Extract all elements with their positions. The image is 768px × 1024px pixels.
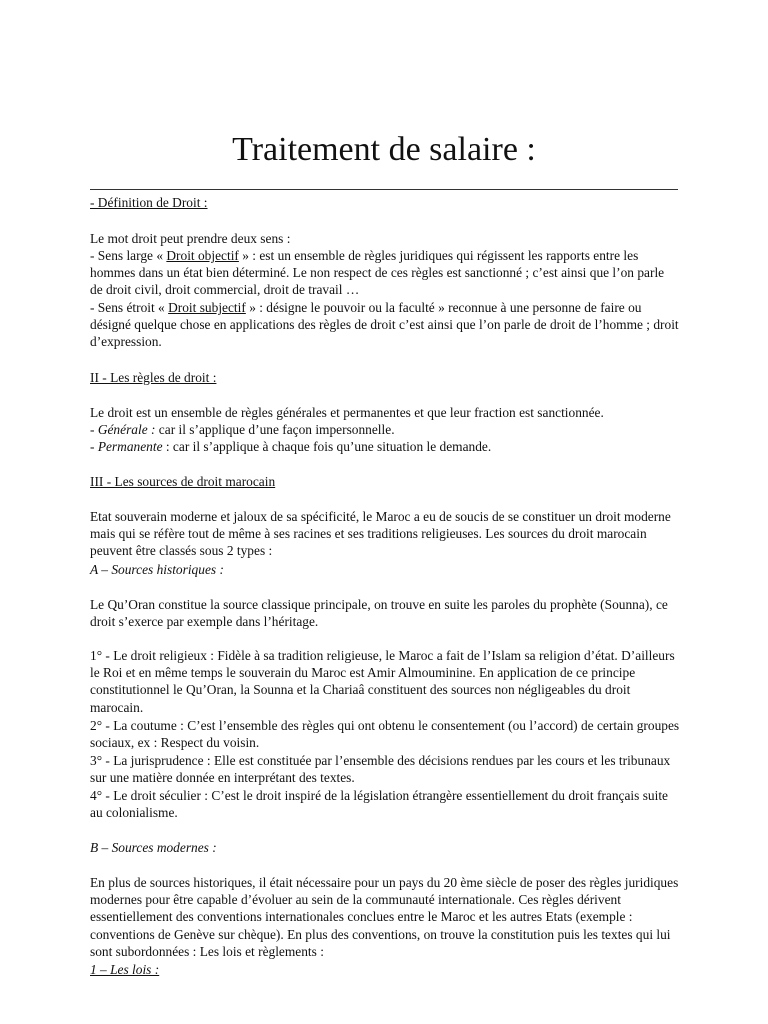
paragraph-coran: Le Qu’Oran constitue la source classique principale, on trouve en suite les paroles du prophète (Sounna), ce droit s’exerce par exemple dans l’héritage.: [90, 597, 668, 630]
source-droit-religieux: 1° - Le droit religieux : Fidèle à sa tradition religieuse, le Maroc a fait de l’Islam sa religion d’état. D’ailleurs le Roi et en même temps le souverain du Maroc est Amir Almouminine. En application de ce principe constitutionnel le Qu’Oran, la Sounna et la Chariaâ constituent des sources non négligeables du droit marocain.: [90, 648, 675, 715]
definition-intro: Le mot droit peut prendre deux sens :: [90, 231, 291, 246]
source-droit-seculier: 4° - Le droit séculier : C’est le droit inspiré de la législation étrangère essentiellement du droit français suite au colonialisme.: [90, 788, 668, 821]
title-divider: [90, 189, 678, 190]
regle-permanente: - Permanente : car il s’applique à chaque fois qu’une situation le demande.: [90, 439, 492, 454]
definition-sens-large: - Sens large « Droit objectif » : est un ensemble de règles juridiques qui régissent les rapports entre les hommes dans un état bien déterminé. Le non respect de ces règles est sanctionné ; c’est ainsi que l’on parle de droit civil, droit commercial, droit de travail …: [90, 248, 665, 298]
source-jurisprudence: 3° - La jurisprudence : Elle est constituée par l’ensemble des décisions rendues par les cours et les tribunaux sur une matière donnée en interprétant des textes.: [90, 753, 671, 786]
regle-generale: - Générale : car il s’applique d’une façon impersonnelle.: [90, 422, 395, 437]
document-title: Traitement de salaire :: [232, 131, 536, 168]
regles-intro: Le droit est un ensemble de règles générales et permanentes et que leur fraction est sanctionnée.: [90, 405, 604, 420]
term-droit-subjectif: Droit subjectif: [168, 300, 246, 315]
source-coutume: 2° - La coutume : C’est l’ensemble des règles qui ont obtenu le consentement (ou l’accord) de certain groupes sociaux, ex : Respect du voisin.: [90, 718, 680, 751]
sources-intro: Etat souverain moderne et jaloux de sa spécificité, le Maroc a eu de soucis de se constituer un droit moderne mais qui se réfère tout de même à ses racines et ses traditions religieuses. Les sources du droit marocain peuvent être classés sous 2 types :: [90, 509, 671, 559]
definition-sens-etroit: - Sens étroit « Droit subjectif » : désigne le pouvoir ou la faculté » reconnue à une personne de faire ou désigné quelque chose en applications des règles de droit c’est ainsi que l’on parle de droit de l’homme ; droit d’expression.: [90, 300, 679, 350]
paragraph-sources-modernes: En plus de sources historiques, il était nécessaire pour un pays du 20 ème siècle de poser des règles juridiques modernes pour être capable d’évoluer au sein de la communauté internationale. Ces règles dérivent essentiellement des conventions internationales conclues entre le Maroc et les autres Etats (exemple : conventions de Genève sur chèque). En plus des conventions, on trouve la constitution puis les textes qui lui sont subordonnées : Les lois et règlements :: [90, 875, 679, 959]
subheading-les-lois: 1 – Les lois :: [90, 962, 160, 977]
subheading-sources-modernes: B – Sources modernes :: [90, 840, 217, 855]
subheading-sources-historiques: A – Sources historiques :: [90, 562, 224, 577]
term-droit-objectif: Droit objectif: [166, 248, 239, 263]
section-sources-heading: III - Les sources de droit marocain: [90, 474, 276, 489]
section-regles-heading: II - Les règles de droit :: [90, 370, 217, 385]
section-definition-heading: - Définition de Droit :: [90, 195, 208, 210]
